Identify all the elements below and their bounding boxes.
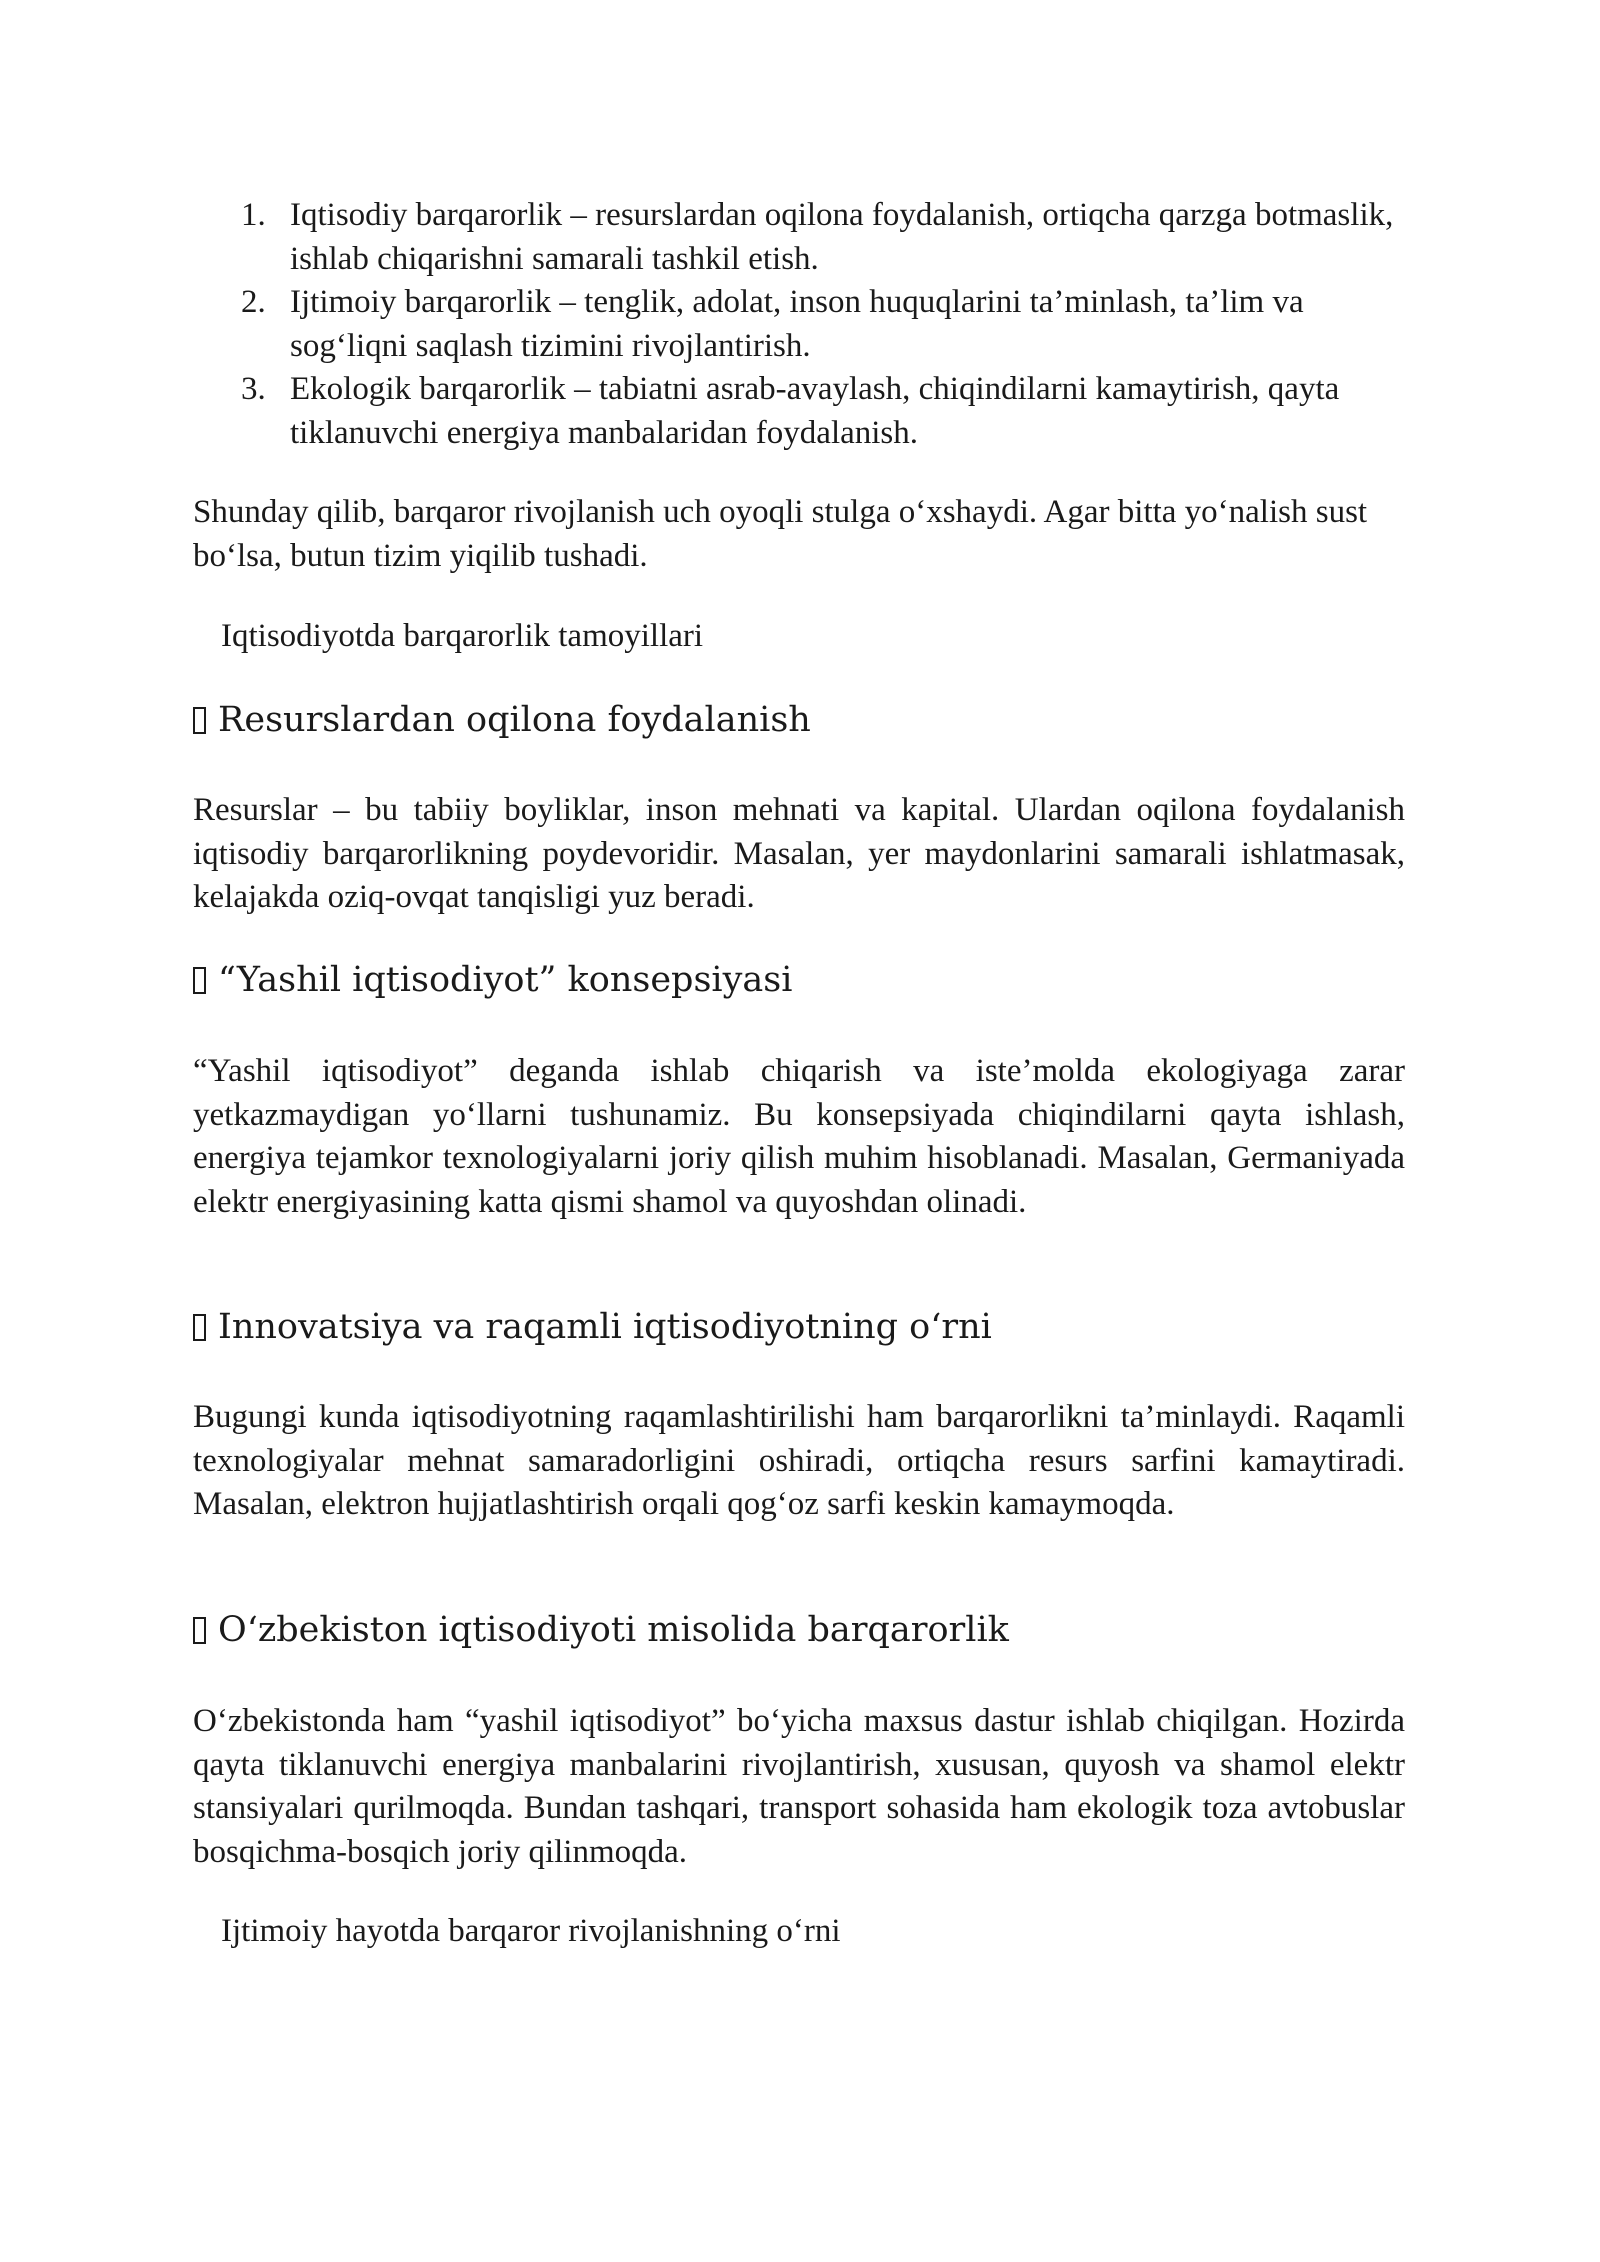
section-body: “Yashil iqtisodiyot” deganda ishlab chiqarish va iste’molda ekologiyaga zarar yetkazmaydigan yo‘llarni tushunamiz. Bu konsepsiyada chiqindilarni qayta ishlash, energiya tejamkor texnologiyalarni joriy qilish muhim hisoblanadi. Masalan, Germaniyada elektr energiyasining katta qismi shamol va quyoshdan olinadi. [193, 1053, 1405, 1220]
list-number: 2. [241, 284, 266, 320]
section-heading [193, 695, 811, 745]
list-item [193, 368, 1405, 455]
section-body: Bugungi kunda iqtisodiyotning raqamlashtirilishi ham barqarorlikni ta’minlaydi. Raqamli texnologiyalar mehnat samaradorligini oshiradi, ortiqcha resurs sarfini kamaytiradi. Masalan, elektron hujjatlashtirish orqali qog‘oz sarfi keskin kamaymoqda. [193, 1399, 1405, 1522]
section-heading-text: “Yashil iqtisodiyot” konsepsiyasi [218, 960, 793, 1000]
section-body: Resurslar – bu tabiiy boyliklar, inson mehnati va kapital. Ulardan oqilona foydalanish iqtisodiy barqarorlikning poydevoridir. Masalan, yer maydonlarini samarali ishlatmasak, kelajakda oziq-ovqat tanqisligi yuz beradi. [193, 792, 1405, 915]
missing-glyph-icon [193, 1617, 206, 1644]
list-item [193, 281, 1405, 368]
intro-paragraph: Shunday qilib, barqaror rivojlanish uch oyoqli stulga o‘xshaydi. Agar bitta yo‘nalish sust bo‘lsa, butun tizim yiqilib tushadi. [193, 494, 1368, 574]
section-heading [193, 1302, 992, 1352]
list-number: 1. [241, 197, 266, 233]
section-heading [193, 1605, 1009, 1655]
list-item [193, 194, 1405, 281]
section-heading-text: O‘zbekiston iqtisodiyoti misolida barqarorlik [218, 1610, 1009, 1650]
missing-glyph-icon [193, 967, 206, 994]
section-heading-text: Innovatsiya va raqamli iqtisodiyotning o‘rni [218, 1307, 992, 1347]
section-heading-text: Resurslardan oqilona foydalanish [218, 700, 811, 740]
subheading-economy: Iqtisodiyotda barqarorlik tamoyillari [221, 618, 704, 654]
missing-glyph-icon [193, 707, 206, 734]
section-body: O‘zbekistonda ham “yashil iqtisodiyot” bo‘yicha maxsus dastur ishlab chiqilgan. Hozirda qayta tiklanuvchi energiya manbalarini rivojlantirish, xususan, quyosh va shamol elektr stansiyalari qurilmoqda. Bundan tashqari, transport sohasida ham ekologik toza avtobuslar bosqichma-bosqich joriy qilinmoqda. [193, 1703, 1405, 1870]
subheading-social: Ijtimoiy hayotda barqaror rivojlanishning o‘rni [221, 1913, 841, 1949]
list-item-text: Ijtimoiy barqarorlik – tenglik, adolat, inson huquqlarini ta’minlash, ta’lim va sog‘liqni saqlash tizimini rivojlantirish. [290, 284, 1304, 364]
section-heading [193, 955, 792, 1005]
list-number: 3. [241, 371, 266, 407]
list-item-text: Iqtisodiy barqarorlik – resurslardan oqilona foydalanish, ortiqcha qarzga botmaslik, ishlab chiqarishni samarali tashkil etish. [290, 197, 1394, 277]
list-item-text: Ekologik barqarorlik – tabiatni asrab-avaylash, chiqindilarni kamaytirish, qayta tiklanuvchi energiya manbalaridan foydalanish. [290, 371, 1340, 451]
numbered-list [193, 194, 1405, 455]
missing-glyph-icon [193, 1314, 206, 1341]
